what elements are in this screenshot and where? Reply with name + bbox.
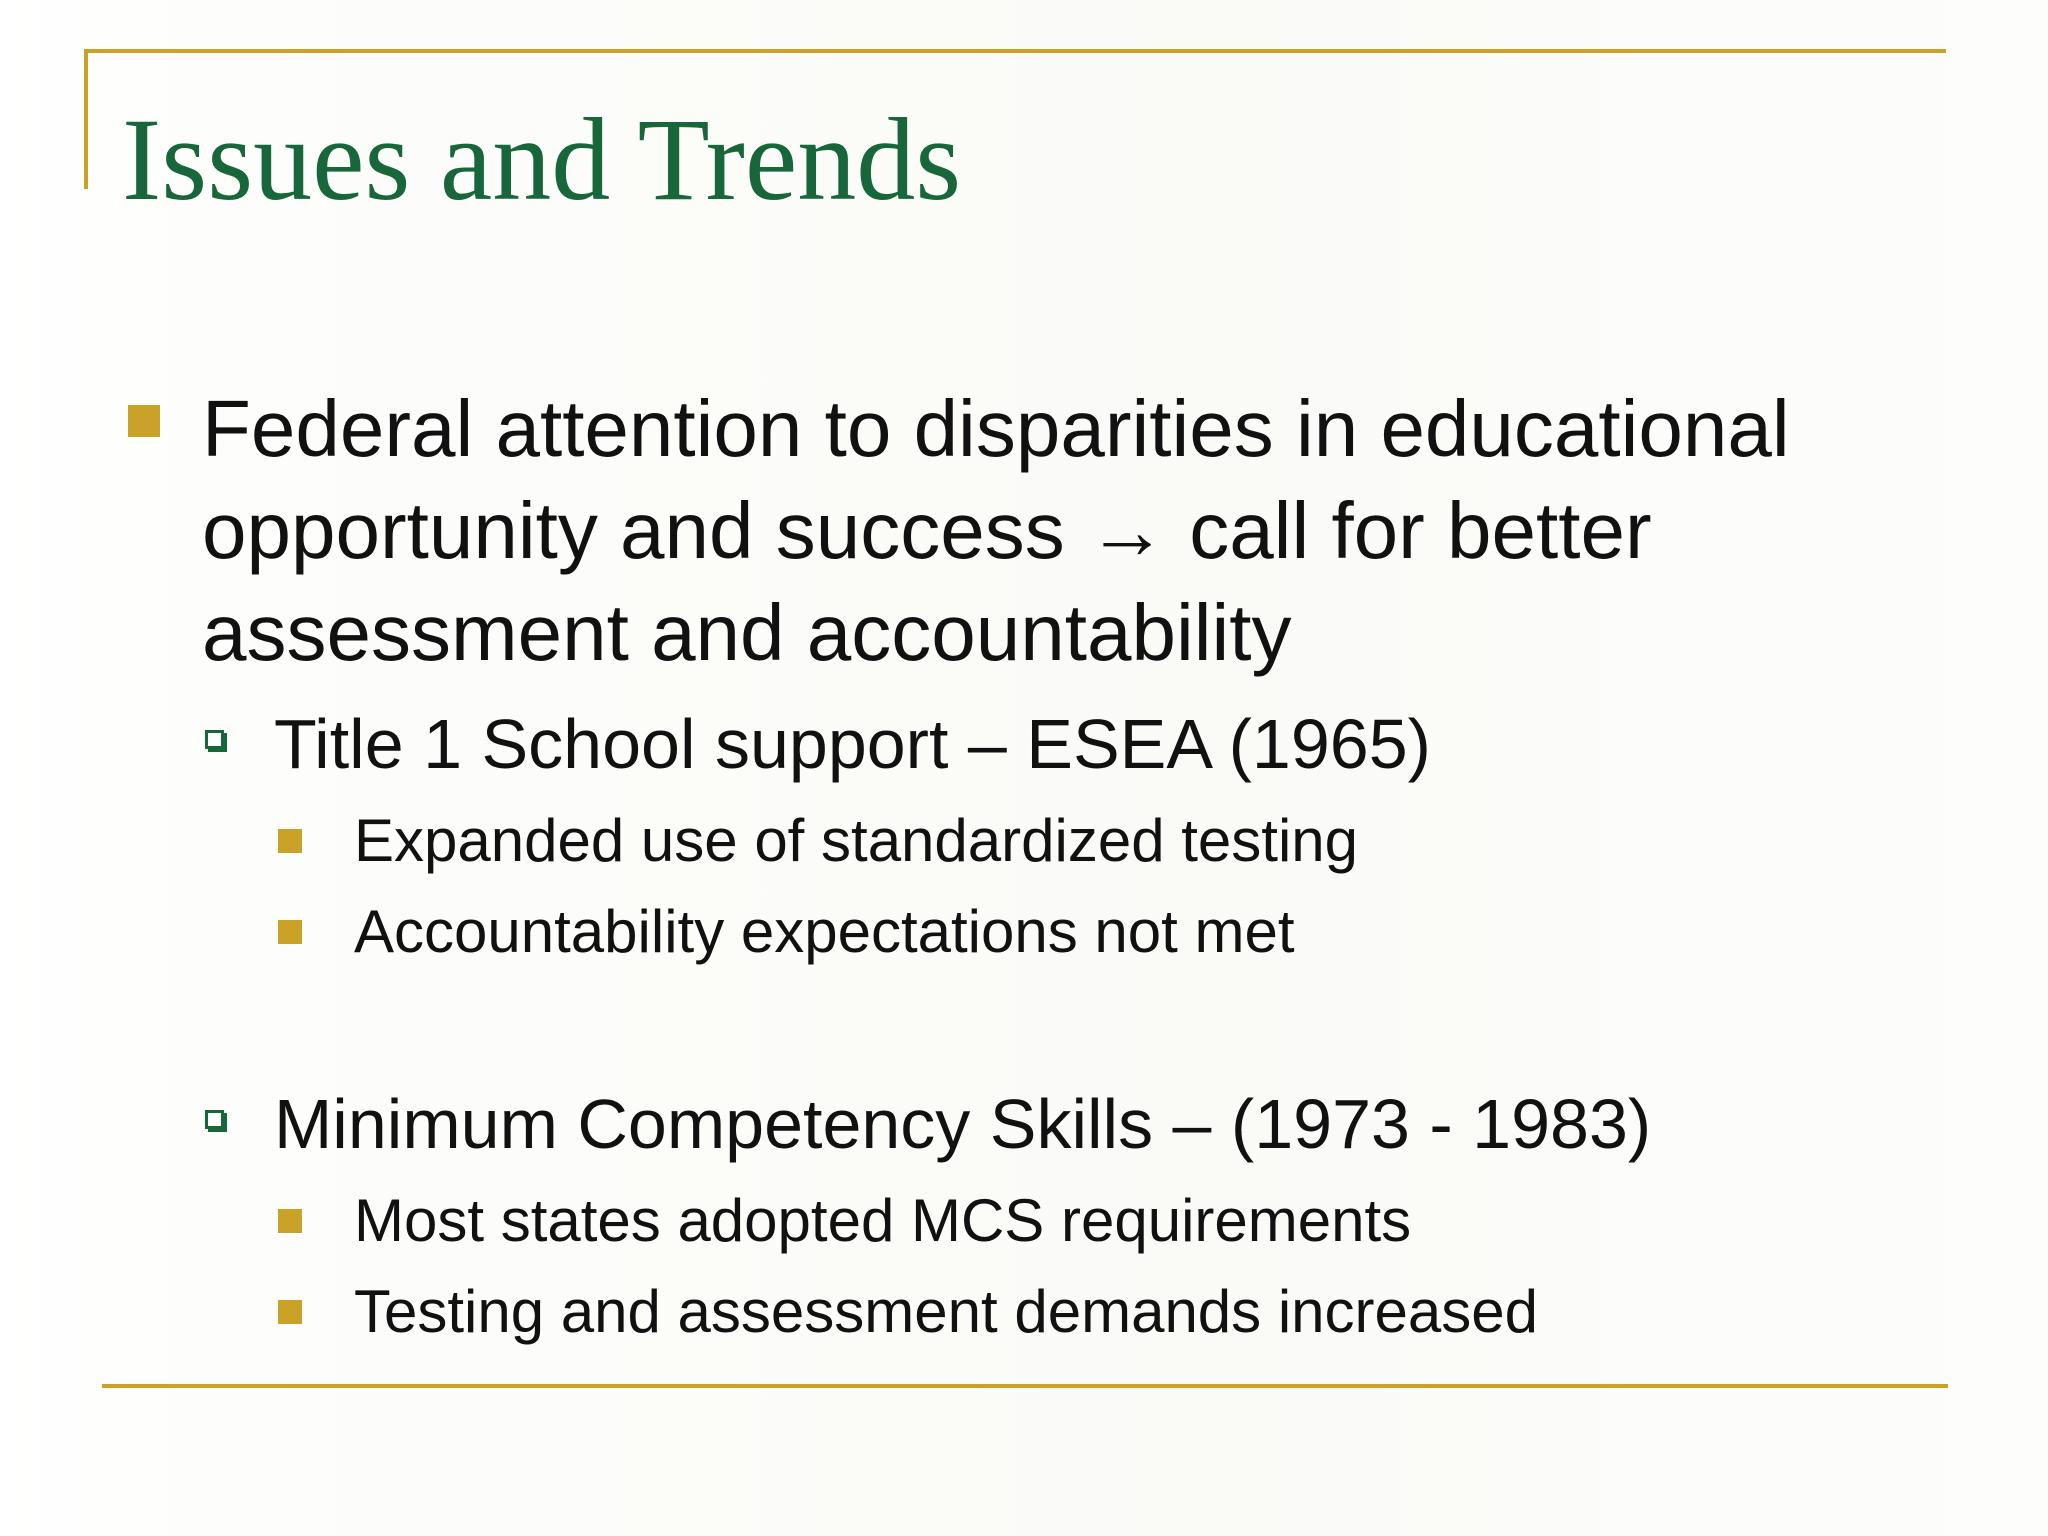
bottom-rule	[102, 1384, 1948, 1388]
top-rule	[84, 49, 1946, 53]
filled-square-bullet-icon	[128, 405, 160, 437]
filled-square-bullet-icon	[278, 1300, 302, 1324]
subbullet-minimum-competency: Minimum Competency Skills – (1973 - 1983)	[274, 1085, 1652, 1163]
filled-square-bullet-icon	[278, 829, 302, 853]
bullet-federal-attention: Federal attention to disparities in educational opportunity and success → call for better assessment and accountability	[202, 384, 1790, 677]
subbullet-title-1: Title 1 School support – ESEA (1965)	[274, 705, 1431, 783]
slide-title: Issues and Trends	[122, 94, 962, 225]
hollow-square-bullet-icon	[205, 730, 224, 749]
subsubbullet-expanded-testing: Expanded use of standardized testing	[354, 807, 1359, 874]
filled-square-bullet-icon	[278, 920, 302, 944]
subsubbullet-states-adopted-mcs: Most states adopted MCS requirements	[354, 1187, 1412, 1254]
subsubbullet-demands-increased: Testing and assessment demands increased	[354, 1278, 1539, 1345]
hollow-square-bullet-icon	[205, 1110, 224, 1129]
subsubbullet-accountability-not-met: Accountability expectations not met	[354, 898, 1295, 965]
left-rule	[84, 49, 88, 189]
filled-square-bullet-icon	[278, 1209, 302, 1233]
